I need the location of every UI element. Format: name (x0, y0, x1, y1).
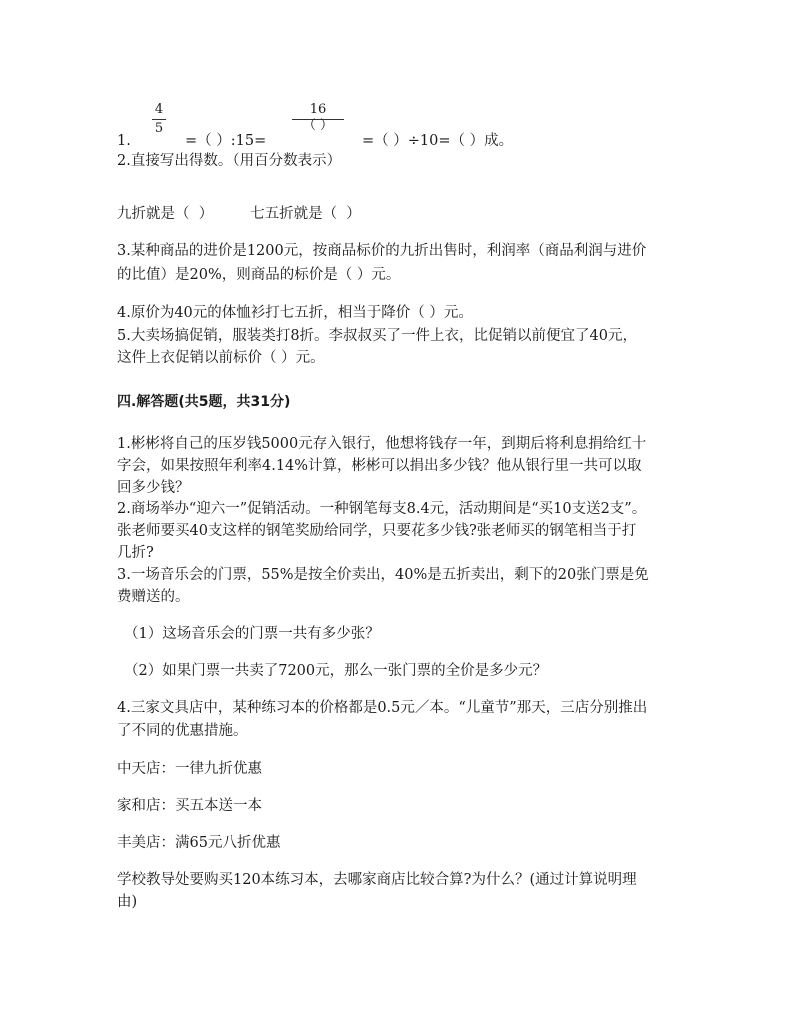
p3-line1: 3.一场音乐会的门票，55%是按全价卖出，40%是五折卖出，剩下的20张门票是免 (117, 567, 649, 583)
p3-sub2: （2）如果门票一共卖了7200元，那么一张门票的全价是多少元？ (124, 663, 548, 679)
p2-line2: 张老师要买40支这样的钢笔奖励给同学，只要花多少钱?张老师买的钢笔相当于打 (117, 523, 637, 539)
q4-line1: 4.原价为40元的体恤衫打七五折，相当于降价（ ）元。 (117, 305, 473, 321)
q1-part1: =（ ）:15= (185, 133, 267, 149)
q3-line2: 的比值）是20%，则商品的标价是（ ）元。 (117, 267, 401, 283)
p4-store3: 丰美店：满65元八折优惠 (117, 835, 281, 851)
fraction-16-blank (292, 103, 344, 133)
p4-question-line1: 学校教导处要购买120本练习本，去哪家商店比较合算?为什么？(通过计算说明理 (117, 872, 637, 888)
q1-number: 1. (117, 133, 131, 149)
section-heading: 四.解答题(共5题，共31分) (117, 394, 291, 410)
p1-line2: 字会，如果按照年利率4.14%计算，彬彬可以捐出多少钱？他从银行里一共可以取 (117, 458, 642, 474)
p4-store1: 中天店：一律九折优惠 (117, 761, 262, 777)
p4-line2: 了不同的优惠措施。 (117, 723, 248, 739)
fraction-numerator: 16 (309, 102, 327, 117)
p3-line2: 费赠送的。 (117, 589, 190, 605)
q2-answers: 九折就是（ ） 七五折就是（ ） (117, 206, 361, 222)
q2-title: 2.直接写出得数。（用百分数表示） (117, 153, 342, 169)
p2-line1: 2.商场举办“迎六一”促销活动。一种钢笔每支8.4元，活动期间是“买10支送2支”。 (117, 501, 647, 517)
fraction-numerator: 4 (154, 102, 164, 117)
q5-line2: 这件上衣促销以前标价（ ）元。 (117, 350, 325, 366)
p1-line3: 回多少钱？ (117, 480, 190, 496)
fraction-denominator: （ ） (302, 118, 334, 133)
p4-question-line2: 由) (117, 894, 138, 910)
q3-line1: 3.某种商品的进价是1200元，按商品标价的九折出售时，利润率（商品利润与进价 (117, 243, 647, 259)
q5-line1: 5.大卖场搞促销，服装类打8折。李叔叔买了一件上衣，比促销以前便宜了40元， (117, 328, 638, 344)
p3-sub1: （1）这场音乐会的门票一共有多少张？ (124, 626, 380, 642)
p1-line1: 1.彬彬将自己的压岁钱5000元存入银行，他想将钱存一年，到期后将利息捐给红十 (117, 436, 647, 452)
fraction-4-5 (152, 103, 166, 136)
q1-part2: =（ ）÷10=（ ）成。 (362, 133, 514, 149)
fraction-bar (152, 119, 166, 120)
fraction-denominator: 5 (154, 121, 164, 136)
p2-line3: 几折? (117, 545, 154, 561)
p4-store2: 家和店：买五本送一本 (117, 798, 262, 814)
p4-line1: 4.三家文具店中，某种练习本的价格都是0.5元／本。“儿童节”那天，三店分别推出 (117, 700, 648, 716)
